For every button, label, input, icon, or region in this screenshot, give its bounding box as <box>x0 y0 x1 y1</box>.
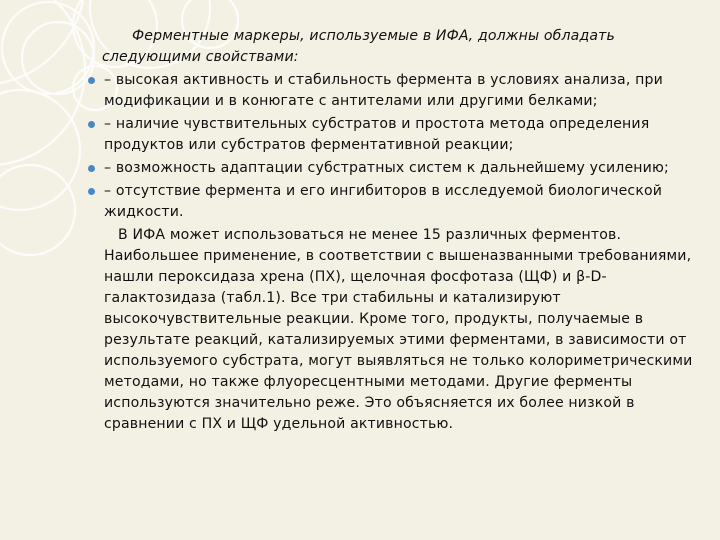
slide-title: Ферментные маркеры, используемые в ИФА, должны обладать следующими свойствами: <box>102 28 615 65</box>
bullet-dot-icon <box>88 77 95 84</box>
bullet-text: – возможность адаптации субстратных систем к дальнейшему усилению; <box>104 160 669 176</box>
bullet-text: – высокая активность и стабильность фермента в условиях анализа, при модификации и в конюгате с антителами или другими белками; <box>104 72 663 109</box>
bullet-item <box>96 158 696 179</box>
bullet-item <box>96 70 696 112</box>
body-paragraph: В ИФА может использоваться не менее 15 различных ферментов. Наибольшее применение, в соответствии с вышеназванными требованиями, нашли пероксидаза хрена (ПХ), щелочная фосфотаза (ЩФ) и β-D-галактозидаза (табл.1). Все три стабильны и катализируют высокочувствительные реакции. Кроме того, продукты, получаемые в результате реакций, катализируемых этими ферментами, в зависимости от используемого субстрата, могут выявляться не только колориметрическими методами, но также флуоресцентными методами. Другие ферменты используются значительно реже. Это объясняется их более низкой в сравнении с ПХ и ЩФ удельной активностью. <box>104 227 693 432</box>
slide-content <box>96 26 696 435</box>
bullet-dot-icon <box>88 188 95 195</box>
bullet-text: – отсутствие фермента и его ингибиторов в исследуемой биологической жидкости. <box>104 183 663 220</box>
bullet-text: – наличие чувствительных субстратов и простота метода определения продуктов или субстратов ферментативной реакции; <box>104 116 650 153</box>
bullet-item <box>96 181 696 223</box>
bullet-dot-icon <box>88 165 95 172</box>
bullet-item <box>96 114 696 156</box>
bullet-dot-icon <box>88 121 95 128</box>
